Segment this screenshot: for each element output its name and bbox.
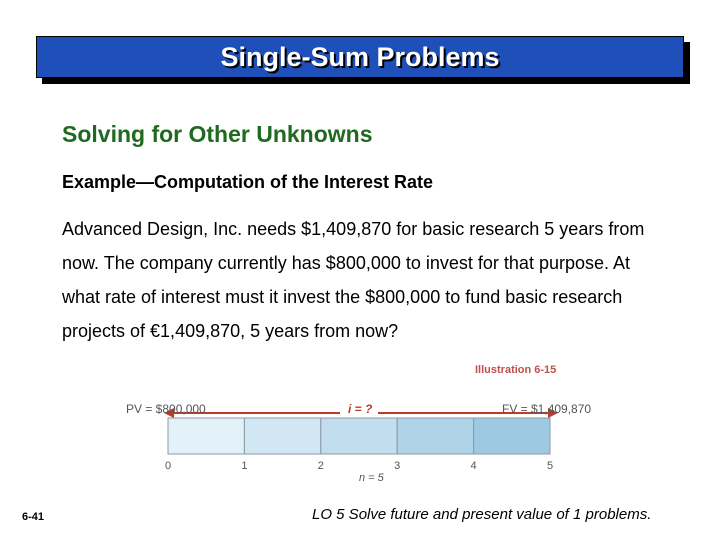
timeline-segment — [321, 418, 397, 454]
title-bar — [36, 36, 684, 78]
timeline-segment — [244, 418, 320, 454]
period-label: n = 5 — [359, 472, 384, 484]
learning-objective: LO 5 Solve future and present value of 1 problems. — [312, 506, 652, 523]
section-subtitle: Solving for Other Unknowns — [62, 121, 373, 147]
timeline-tick-label: 0 — [164, 460, 172, 472]
timeline-diagram — [120, 384, 620, 490]
timeline-segments — [168, 418, 550, 454]
example-heading: Example—Computation of the Interest Rate — [62, 172, 434, 192]
rate-label: i = ? — [348, 402, 373, 416]
fv-label: FV = $1,409,870 — [502, 402, 592, 416]
timeline-tick-label: 1 — [241, 460, 248, 472]
pv-label: PV = $800,000 — [126, 402, 206, 416]
timeline-tick-label: 5 — [546, 460, 554, 472]
timeline-tick-label: 3 — [394, 460, 401, 472]
timeline-tick-label: 4 — [470, 460, 477, 472]
problem-paragraph: Advanced Design, Inc. needs $1,409,870 for basic research 5 years from now. The company currently has $800,000 to invest for that purpose. At what rate of interest must it invest the $800,000 to fund basic research projects of €1,409,870, 5 years from now? — [62, 219, 645, 341]
illustration-label: Illustration 6-15 — [475, 364, 557, 376]
timeline-segment — [474, 418, 550, 454]
slide-number: 6-41 — [22, 511, 45, 523]
timeline-segment — [397, 418, 473, 454]
timeline-segment — [168, 418, 244, 454]
timeline-tick-label: 2 — [317, 460, 324, 472]
slide-title: Single-Sum Problems — [220, 41, 500, 72]
timeline-tick-labels — [165, 460, 553, 472]
